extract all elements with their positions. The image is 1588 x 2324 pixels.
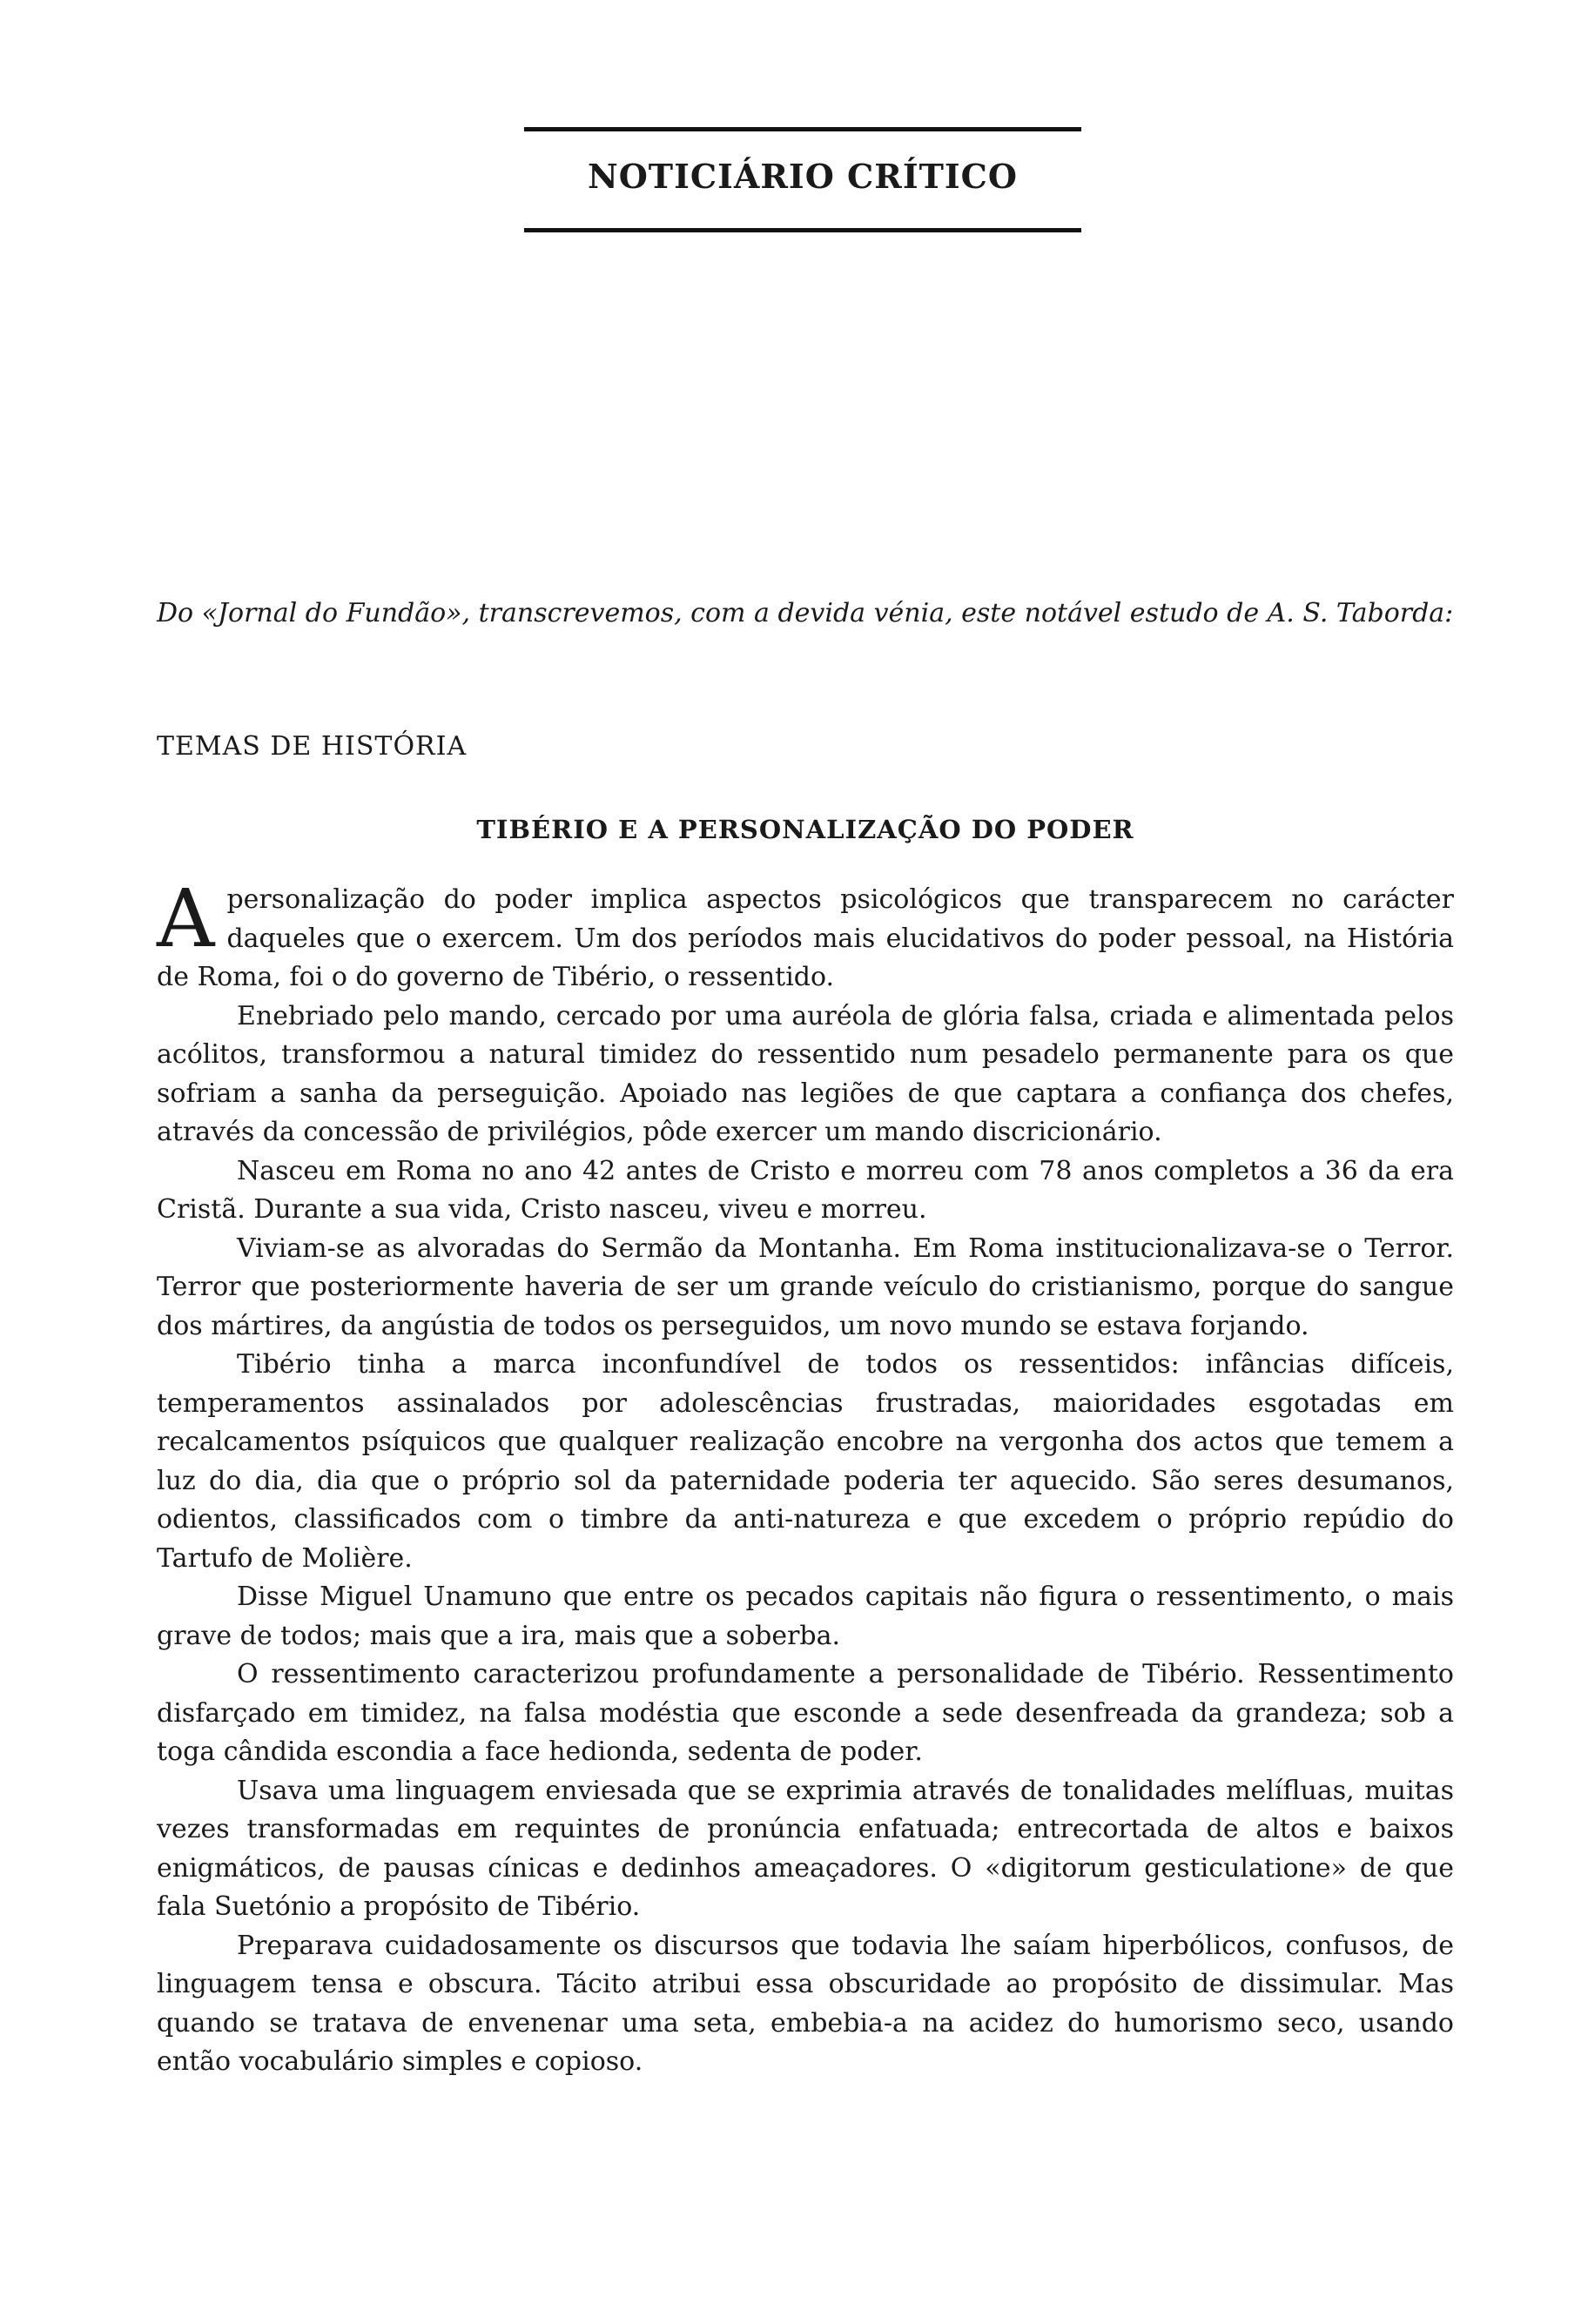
paragraph: Enebriado pelo mando, cercado por uma auréola de glória falsa, criada e alimentada pelos acólitos, transformou a natural timidez do ressentido num pesadelo permanente para os que sofriam a sanha da perseguição. Apoiado nas legiões de que captara a confiança dos chefes, através da concessão de privilégios, pôde exercer um mando discricionário. xyxy=(157,1000,1454,1147)
paragraph: Nasceu em Roma no ano 42 antes de Cristo e morreu com 78 anos completos a 36 da era Cristã. Durante a sua vida, Cristo nasceu, viveu e morreu. xyxy=(157,1155,1454,1225)
paragraph: Viviam-se as alvoradas do Sermão da Montanha. Em Roma institucionalizava-se o Terror. Terror que posteriormente haveria de ser um grande veículo do cristianismo, porque do sangue dos mártires, da angústia de todos os perseguidos, um novo mundo se estava forjando. xyxy=(157,1233,1454,1341)
paragraph: Tibério tinha a marca inconfundível de todos os ressentidos: infâncias difíceis, temperamentos assinalados por adolescências frustradas, maioridades esgotadas em recalcamentos psíquicos que qualquer realização encobre na vergonha dos actos que temem a luz do dia, dia que o próprio sol da paternidade poderia ter aquecido. São seres desumanos, odientos, classificados com o timbre da anti-natureza e que excedem o próprio repúdio do Tartufo de Molière. xyxy=(157,1349,1454,1574)
intro-note: Do «Jornal do Fundão», transcrevemos, com a devida vénia, este notável estudo de A. S. Taborda: xyxy=(157,598,1454,628)
section-title: NOTICIÁRIO CRÍTICO xyxy=(587,157,1019,196)
paragraph-1-text: personalização do poder implica aspectos psicológicos que transparecem no carácter daqueles que o exercem. Um dos períodos mais elucidativos do poder pessoal, na História de Roma, foi o do governo de Tibério, o ressentido. xyxy=(157,884,1454,992)
paragraph: Disse Miguel Unamuno que entre os pecados capitais não figura o ressentimento, o mais grave de todos; mais que a ira, mais que a soberba. xyxy=(157,1582,1454,1651)
header-rule-bottom xyxy=(524,228,1081,232)
paragraph: Usava uma linguagem enviesada que se exprimia através de tonalidades melífluas, muitas vezes transformadas em requintes de pronúncia enfatuada; entrecortada de altos e baixos enigmáticos, de pausas cínicas e dedinhos ameaçadores. O «digitorum gesticulatione» de que fala Suetónio a propósito de Tibério. xyxy=(157,1775,1454,1922)
paragraph: Preparava cuidadosamente os discursos que todavia lhe saíam hiperbólicos, confusos, de linguagem tensa e obscura. Tácito atribui essa obscuridade ao propósito de dissimular. Mas quando se tratava de envenenar uma seta, embebia-a na acidez do humorismo seco, usando então vocabulário simples e copioso. xyxy=(157,1930,1454,2077)
series-label: TEMAS DE HISTÓRIA xyxy=(157,731,468,762)
article-title: TIBÉRIO E A PERSONALIZAÇÃO DO PODER xyxy=(476,815,1134,844)
article-body xyxy=(157,872,1454,2082)
drop-cap: A xyxy=(157,872,215,965)
paragraph: O ressentimento caracterizou profundamente a personalidade de Tibério. Ressentimento disfarçado em timidez, na falsa modéstia que esconde a sede desenfreada da grandeza; sob a toga cândida escondia a face hedionda, sedenta de poder. xyxy=(157,1659,1454,1767)
header-rule-top xyxy=(524,127,1081,131)
paragraph-1 xyxy=(157,872,1454,997)
